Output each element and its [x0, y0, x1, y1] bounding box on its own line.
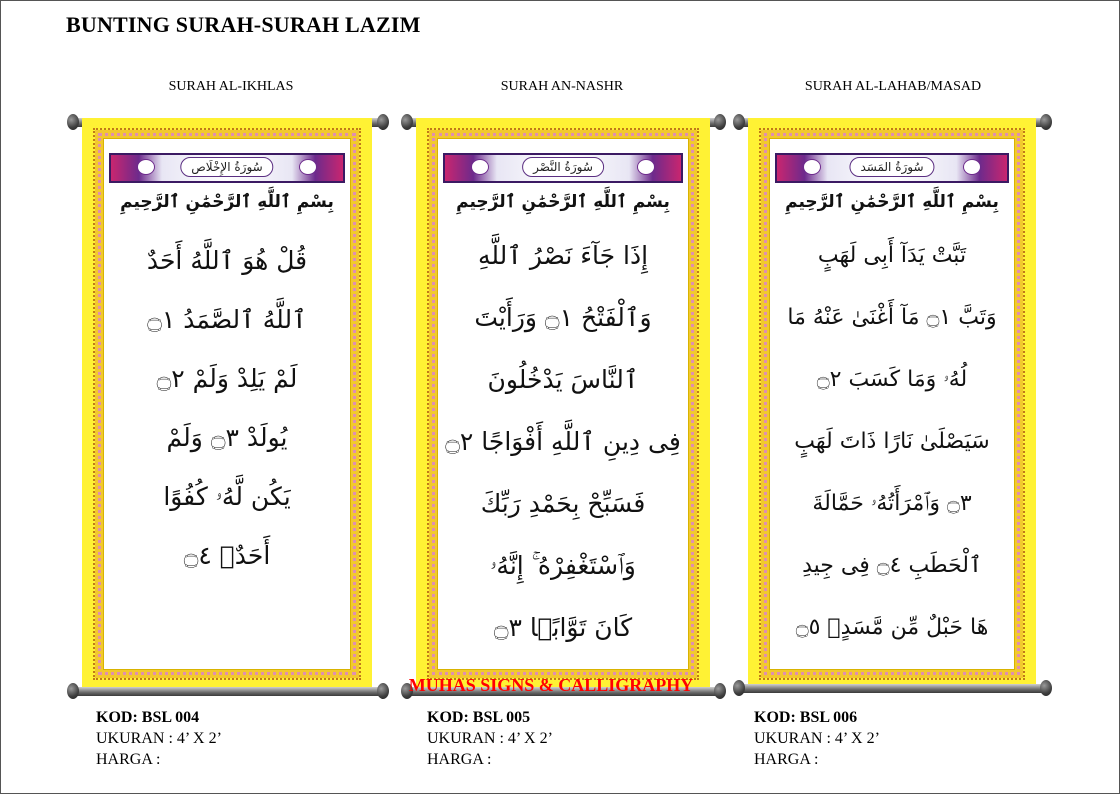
- banner-3-size: UKURAN : 4’ X 2’: [754, 730, 880, 747]
- banner-2-header: [443, 153, 683, 183]
- banner-1-info: [96, 707, 222, 770]
- banner-2-verses: [442, 225, 684, 661]
- banner-3-verse-line: تَبَّتْ يَدَآ أَبِى لَهَبٍ: [817, 243, 967, 268]
- banner-1-verse-line: قُلْ هُوَ ٱللَّهُ أَحَدٌ: [146, 246, 308, 275]
- banner-3-verse-line: لُهُۥ وَمَا كَسَبَ ۝٢: [816, 367, 968, 392]
- banner-1-bottom-left-knob: [67, 683, 79, 699]
- banner-1-header-medallion-right: [299, 159, 317, 175]
- banner-2-verse-line: فِى دِينِ ٱللَّهِ أَفْوَاجًا ۝٢: [445, 427, 681, 456]
- banner-2-info: [427, 707, 553, 770]
- banner-2-verse-line: وَٱلْفَتْحُ ۝١ وَرَأَيْتَ: [474, 303, 652, 332]
- banner-1-verse-line: يَكُن لَّهُۥ كُفُوًا: [163, 482, 291, 511]
- banner-2-title: SURAH AN-NASHR: [500, 79, 624, 94]
- banner-2-page: [437, 138, 689, 670]
- banner-1-title: SURAH AL-IKHLAS: [168, 79, 294, 94]
- banner-3-header: [775, 153, 1009, 183]
- banner-3-bottom-rod: [738, 684, 1046, 693]
- watermark: MUHAS SIGNS & CALLIGRAPHY: [408, 675, 694, 695]
- banner-1-price: HARGA :: [96, 751, 161, 768]
- banner-3: [748, 118, 1036, 690]
- banner-2-verse-line: إِذَا جَآءَ نَصْرُ ٱللَّهِ: [477, 241, 649, 270]
- banner-1-top-right-knob: [377, 114, 389, 130]
- banner-3-top-right-knob: [1040, 114, 1052, 130]
- banner-3-surah-name: سُورَةُ المَسَد: [849, 157, 934, 177]
- banner-3-page: [769, 138, 1015, 670]
- banner-3-verses: [774, 225, 1010, 661]
- banner-3-code: KOD: BSL 006: [754, 709, 858, 726]
- banner-1-verses: [108, 231, 346, 661]
- banner-2-top-left-knob: [401, 114, 413, 130]
- banner-2-code: KOD: BSL 005: [427, 709, 531, 726]
- banner-1-top-left-knob: [67, 114, 79, 130]
- page-title: BUNTING SURAH-SURAH LAZIM: [66, 12, 421, 37]
- banner-2-verse-line: وَٱسْتَغْفِرْهُ ۚ إِنَّهُۥ: [490, 551, 636, 580]
- banner-1-verse-line: أَحَدٌۢ ۝٤: [183, 541, 271, 570]
- banner-3-header-medallion-right: [963, 159, 981, 175]
- banner-3-price: HARGA :: [754, 751, 819, 768]
- banner-2-header-medallion-left: [471, 159, 489, 175]
- banner-3-verse-line: سَيَصْلَىٰ نَارًا ذَاتَ لَهَبٍ: [794, 429, 990, 454]
- banner-2-top-right-knob: [714, 114, 726, 130]
- banner-2-header-medallion-right: [637, 159, 655, 175]
- banner-1-verse-line: لَمْ يَلِدْ وَلَمْ ۝٢: [156, 364, 298, 393]
- banner-3-verse-line: هَا حَبْلٌ مِّن مَّسَدٍۭ ۝٥: [795, 615, 989, 640]
- banner-3-verse-line: وَتَبَّ ۝١ مَآ أَغْنَىٰ عَنْهُ مَا: [787, 305, 997, 330]
- banner-3-verse-line: ٱلْحَطَبِ ۝٤ فِى جِيدِ: [802, 553, 982, 578]
- banner-2-verse-line: فَسَبِّحْ بِحَمْدِ رَبِّكَ: [480, 489, 646, 518]
- banner-2-price: HARGA :: [427, 751, 492, 768]
- banner-3-title: SURAH AL-LAHAB/MASAD: [804, 79, 982, 94]
- banner-2-surah-name: سُورَةُ النَّصْر: [522, 157, 604, 177]
- banner-3-bottom-right-knob: [1040, 680, 1052, 696]
- banner-1-header: [109, 153, 345, 183]
- banner-1-verse-line: يُولَدْ ۝٣ وَلَمْ: [166, 423, 288, 452]
- banner-1-header-medallion-left: [137, 159, 155, 175]
- banner-2-verse-line: ٱلنَّاسَ يَدْخُلُونَ: [487, 365, 639, 394]
- banner-2-size: UKURAN : 4’ X 2’: [427, 730, 553, 747]
- banner-1-surah-name: سُورَةُ الإِخْلَاص: [180, 157, 273, 177]
- banner-1-bottom-rod: [72, 687, 382, 696]
- banner-3-info: [754, 707, 880, 770]
- banner-2: [416, 118, 710, 690]
- banner-1-page: [103, 138, 351, 670]
- banner-1-size: UKURAN : 4’ X 2’: [96, 730, 222, 747]
- banner-3-bottom-left-knob: [733, 680, 745, 696]
- banner-2-basmala: بِسْمِ ٱللَّهِ ٱلرَّحْمَٰنِ ٱلرَّحِيمِ: [456, 192, 670, 212]
- banner-1: [82, 118, 372, 690]
- banner-1-basmala: بِسْمِ ٱللَّهِ ٱلرَّحْمَٰنِ ٱلرَّحِيمِ: [120, 192, 334, 212]
- banner-2-verse-line: كَانَ تَوَّابًۢا ۝٣: [493, 613, 633, 642]
- banner-3-basmala: بِسْمِ ٱللَّهِ ٱلرَّحْمَٰنِ ٱلرَّحِيمِ: [785, 192, 999, 212]
- banner-3-header-medallion-left: [803, 159, 821, 175]
- banner-3-verse-line: ۝٣ وَٱمْرَأَتُهُۥ حَمَّالَةَ: [812, 491, 972, 516]
- banner-1-verse-line: ٱللَّهُ ٱلصَّمَدُ ۝١: [147, 305, 307, 334]
- banner-3-top-left-knob: [733, 114, 745, 130]
- banner-1-code: KOD: BSL 004: [96, 709, 200, 726]
